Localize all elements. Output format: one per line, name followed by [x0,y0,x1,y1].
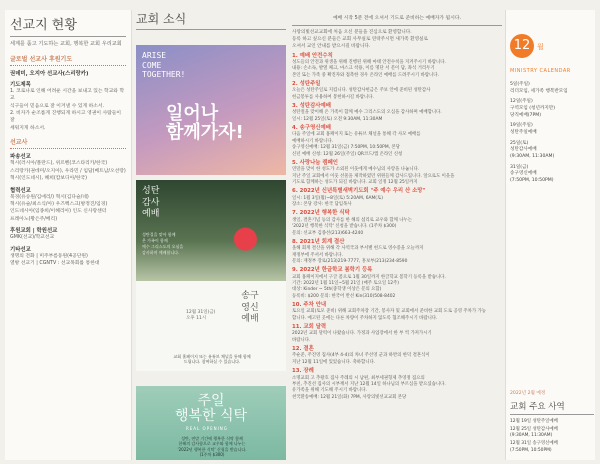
news-item-title: 5. 사랑나눔 캠페인 [292,159,339,166]
calendar-column [505,10,595,460]
news-item-body: 2022년 교회 달력이 나왔습니다. 가정과 사업장에서 한 부 씩 가져가시기 바랍니다. [292,331,432,343]
news-item [292,125,502,158]
calendar-list [510,82,594,189]
sent-mission-item: 스리랑카(권데미/오지아), 우라민 / 임답(베트남/오선랑) [10,168,126,174]
month-badge: 12 [510,34,534,58]
new-year-poster-date: 12월 31일(금) 오후 11시 [186,310,216,321]
news-item-body: 다음 주일에 교회 홈페이지 또는 유튜브 채널을 통해 각 사모 예배를 예배하시기 바랍니다. 송구영신예배: 12월 31일(금) 7:50PM, 10:50PM, 본당 신년 예배 신청: 12월 26일(주일) QR코드/앱 온라인 신청 [292,132,421,157]
news-item-title: 3. 성탄감사예배 [292,103,331,110]
news-item-title: 7. 2022년 행복한 식탁 [292,210,350,217]
partner-mission-item: 혁시(유슬/최소식/아) 우즈벡스크(방정진/임경) [10,202,108,208]
annual-item: 12월 25일 성탄감사예배 (9:30AM, 11:30AM) [510,427,558,439]
missionary-name: 권데미, 오지아 선교사(스리랑카) [10,70,89,77]
mission-title: 선교지 현황 [10,14,126,37]
annual-subtitle: 2022년 2월 예정 [510,391,546,396]
christmas-poster-desc: 성탄절을 맞아 함께 온 가족이 함께 예수 그리스도의 오심을 감사하며 예배합니다. [142,232,184,255]
annual-item: 12월 19일 성탄주일예배 [510,419,558,424]
happy-table-en: REAL OPENING [186,426,228,431]
news-intro-line: 사랑의빛선교교회에 처음 오신 분들을 진심으로 환영합니다. [292,30,412,35]
news-item-title: 11. 교회 달력 [292,324,327,331]
calendar-item: 5일(주일) 리더모임, 세가족 행복반모임 [510,82,568,94]
news-item-body: 성탄절을 맞이해 온 가족이 함께 예수 그리스도의 오심을 감사하며 예배합니다. 일시: 12월 25일(토) 오전 9:30AM, 11:30AM [292,110,442,122]
new-year-poster-title: 송구 영신 예배 [241,291,259,325]
news-intro-line: 오셔서 교인 안내를 받으시길 바랍니다. [292,43,371,49]
news-item [292,103,502,123]
support-church-title: 후원교회 | 학원선교 [10,228,58,235]
news-item-title: 13. 장례 [292,368,314,375]
news-item-body: 교회 홈페이지에서 구글 폼으로 1월 30일까지 한글학교 봄학기 등록을 받습니다. 기간: 2022년 1월 11일~5월 21일 (매주 토요일 12주) 대상: Kinder ~ 5th(중학생 이상은 문의 요함) 등록비: $200 문의: 한국어 반선 Kin(310)508-8402 [292,274,446,299]
prayer-item: 식구들이 믿음으로 잘 이겨낼 수 있게 하소서. [10,103,105,109]
news-item-title: 12. 결혼 [292,346,314,353]
prayer-item: 1. 코로나로 인해 어려운 시간을 보내고 있는 학교와 학교 [10,88,125,102]
news-item-title: 6. 2022년 신년특별새벽기도회 "주 예수 우리 산 소망" [292,188,426,195]
mission-section-missionaries: 선교사 [10,135,126,149]
new-year-service-poster[interactable] [136,281,286,371]
news-item-title: 2. 성탄주일 [292,81,321,88]
mission-column [5,10,132,460]
christmas-service-poster[interactable] [136,180,286,282]
news-item [292,210,502,236]
news-item [292,324,502,344]
arise-poster[interactable] [136,45,286,175]
sent-mission-title: 파송선교 [10,154,31,161]
calendar-item: 31일(금) 송구영신예배 (7:50PM, 10:50PM) [510,164,554,183]
welcome-banner: 예배 시작 5분 전에 오셔서 기도로 준비하는 예배자가 됩시다. [292,10,502,26]
prayer-item: 2. 비자가 순조롭게 진행되게 하시고 영권이 사람들이 잘 [10,111,122,124]
new-year-poster-caption: 교회 홈페이지 또는 유튜브 채널을 통해 함께 드립니다. 참여하실 수 있습니다. [173,353,251,365]
mission-intro: 세계를 품고 기도하는 교회, 행복한 교회 우리교회 [10,41,122,47]
annual-item: 12월 31일 송구영신예배 (7:50PM, 10:50PM) [510,441,558,453]
news-item-title: 9. 2022년 한글학교 봄학기 등록 [292,267,373,274]
sent-mission-list [10,160,126,182]
partner-mission-item: 북경(유승원/김애리/) 혁시(김다슬/네) [10,194,89,200]
other-mission-list [10,253,126,268]
news-intro-line: 등록 하고 싶으신 분들은 교회 사무실로 연락주시면 새가족 환영실로 [292,36,428,42]
news-item-title: 1. 예배 안전수칙 [292,52,333,59]
news-item-body: 토요일 교회(토모 준비) 위해 교회주차장 기간, 봉사자 및 교회에서 준비한 교회 도로 공영 주차가 가능 합니다. 예고된 곳에는 다른 차량이 주차하지 않도록 협조해주시기 바랍니다. [292,309,487,321]
news-item-title: 8. 2021년 회계 결산 [292,238,345,245]
happy-table-title: 주일 행복한 식탁 [174,393,248,425]
news-item [292,188,502,208]
other-mission-title: 기타선교 [10,246,31,253]
arise-text: ARISE COME TOGETHER! [142,51,186,80]
news-item-body: 생일, 결혼기념 등의 감사를 한 해의 섭리로 교우와 함께 나누는 '2022년 행복한 식탁' 신청을 받습니다. (1주차 $300) 문의: 선교부 김종선(213)663-4240 [292,217,412,236]
news-item [292,302,502,322]
partner-mission-title: 협력선교 [10,187,31,194]
partner-mission-item: 인도네시아(임종희/이혜리아) 인도 신사랑센터 [10,209,107,215]
news-intro [292,30,502,51]
calendar-item: 19일(주일) 성탄주일예배 [510,123,537,135]
news-item-body: 올해 회계 결산을 위해 각 사역국과 부서별 헌드로 영수증을 오늘까지 재정부에 주셔서 바랍니다. 문의: 재정부 장로(213)219-7777, 홍보부(213)234-8590 [292,246,424,264]
news-item [292,346,502,366]
calendar-item: 12일(주일) 구역모임 (청년까지만) 당직예배(7PM) [510,99,555,118]
news-column [292,10,502,460]
partner-mission-item: 프레아노(황은주/베리) [10,216,58,222]
annual-title: 교회 주요 사역 [510,400,594,415]
annual-list [510,419,594,456]
christmas-poster-title: 성탄 감사 예배 [142,186,160,220]
prayer-list [10,88,126,133]
support-church-item: GMK(선교)/학교선교 [10,235,55,241]
news-item [292,53,502,79]
partner-mission-list [10,194,126,224]
news-item-body: 연말을 맞이 한 성도가 소외된 이웃에게 예수님의 사랑을 나눕니다. 지난 주일 교회에서 이웃 선물을 제작하였던 위원들께 감사드립니다. 앞으로도 이웃을 기도로 함께하는 성도가 되길 바랍니다. 교회 일정 12월 25일까지 [292,167,455,186]
happy-table-caption: 성탄, 연말 기간에 행복한 식탁 함께 한해의 감사함으로 교우와 함께 나누는 '2022년 행복한 식탁' 신청을 받습니다. (1주차 $300) [177,435,247,458]
news-item [292,368,502,401]
calendar-title: MINISTRY CALENDAR [510,68,571,74]
news-item-body: 일시: 1월 3일(월)~8일(토) 5:20AM, 6AM(토) 장소: 본당 강사: 한국 담임목사 [292,195,383,208]
support-church-list [10,234,126,241]
sent-mission-item: 혁시(러시아/폴란드), 위르벤(코스타리카/한국) [10,161,108,167]
month-unit: 월 [537,43,544,51]
mission-section-support: 글로벌 선교사 후원기도 [10,52,126,66]
other-mission-item: 생명의 전화 | 미주부름동원(4공단원) [10,253,88,259]
news-item-body: 소명교회 고 추왕호 집사 주례의 시 남편, 최부세권형제 추영정 집으의 부친, 추진선 집사의 시부께서 지난 12월 14일 하나님의 부르심을 받으셨습니다. 유가족을 위해 기도해 주시기 바랍니다. 천국환송예배: 12월 21일(화) 7PM, 사랑의빛선교교회 본당 [292,375,446,400]
news-item [292,239,502,265]
news-item-body: 오늘은 성탄주일로 지킵니다. 성탄감사헌금은 주보 안에 준비된 성탄감사 헌금봉투를 사용하여 봉헌하시길 바랍니다. [292,88,431,100]
church-news-posters [136,10,286,460]
news-item-body: 성도들의 안전과 위생을 위해 진행된 위해 마태 안전수칙을 지켜주시기 바랍니다. 내용: 손소독, 발열 체크, 마스크 착용, 이름 명단 서 문이 담, 좌석 거리두기 본인 또는 가족 중 확진자와 접촉한 경우 온라인 예배를 드려주시기 바랍니다. [292,59,446,78]
calendar-item: 25일(토) 성탄감사예배 (9:30AM, 11:30AM) [510,140,555,159]
happy-table-poster[interactable] [136,386,286,460]
news-item-body: 주순준, 주진영 집사(4부 4-4)의 차녀 주선영 군과 하반의 한덕 결혼식이 지난 12월 11일에 있었습니다. 축하합니다. [292,353,430,365]
prayer-item: 세워지게 하소서. [10,125,46,131]
sent-mission-item: 혁시(인도네시), 혜희(캄보디아/한국) [10,176,88,182]
news-item-title: 10. 주차 안내 [292,302,327,309]
church-news-title: 교회 소식 [136,10,286,30]
news-item [292,267,502,300]
news-item [292,81,502,101]
arise-korean-text: 일어나 함께가자! [166,103,244,143]
other-mission-item: 열방 선교기 | CGNTV : 선교목회를 통한대 [10,261,100,267]
news-item-title: 4. 송구영신예배 [292,125,331,132]
news-list [292,53,502,401]
prayer-label: 기도제목 [10,81,31,88]
news-item [292,160,502,186]
